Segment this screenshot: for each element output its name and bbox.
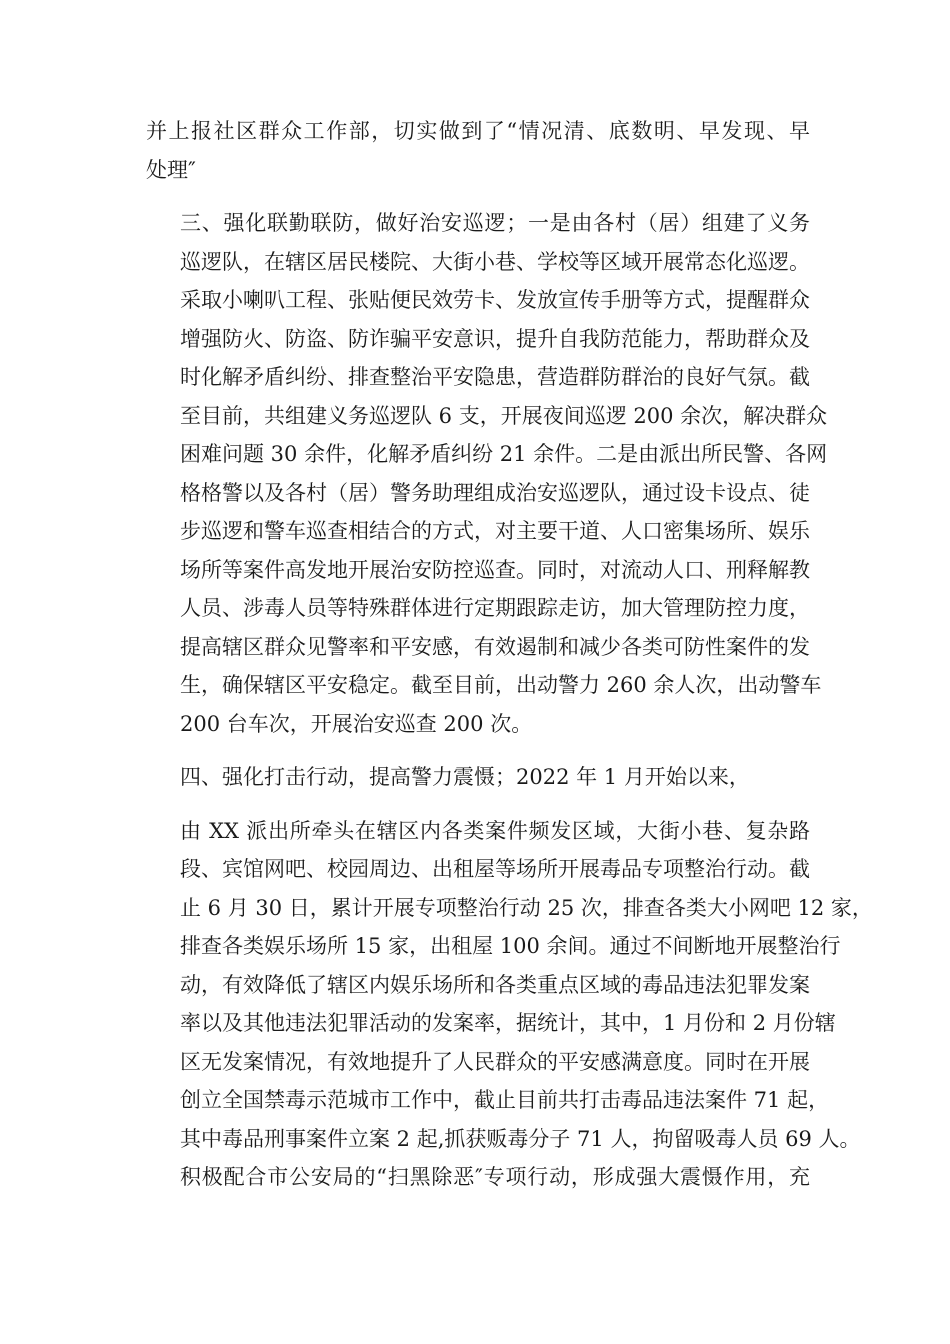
text-line: 提高辖区群众见警率和平安感，有效遏制和减少各类可防性案件的发	[180, 634, 810, 659]
text-line: 止 6 月 30 日，累计开展专项整治行动 25 次，排查各类大小网吧 12 家，	[180, 895, 873, 920]
text-line: 区无发案情况，有效地提升了人民群众的平安感满意度。同时在开展	[180, 1049, 810, 1074]
text-line: 积极配合市公安局的“扫黑除恶″专项行动，形成强大震慑作用，充	[180, 1165, 810, 1189]
text-line: 其中毒品刑事案件立案 2 起,抓获贩毒分子 71 人，拘留吸毒人员 69 人。	[180, 1126, 861, 1151]
text-line: 排查各类娱乐场所 15 家，出租屋 100 余间。通过不间断地开展整治行	[180, 934, 841, 958]
text-line: 并上报社区群众工作部，切实做到了“情况清、底数明、早发现、早	[146, 119, 810, 143]
text-line: 增强防火、防盗、防诈骗平安意识，提升自我防范能力，帮助群众及	[180, 326, 810, 351]
text-line: 困难问题 30 余件，化解矛盾纠纷 21 余件。二是由派出所民警、各网	[180, 442, 828, 466]
text-line: 动，有效降低了辖区内娱乐场所和各类重点区域的毒品违法犯罪发案	[180, 972, 810, 997]
paragraph-1	[146, 112, 810, 189]
paragraph-3	[146, 758, 810, 797]
text-line: 时化解矛盾纠纷、排查整治平安隐患，营造群防群治的良好气氛。截	[180, 365, 810, 389]
paragraph-2	[146, 204, 828, 743]
text-line: 步巡逻和警车巡查相结合的方式，对主要干道、人口密集场所、娱乐	[180, 519, 810, 543]
text-line: 三、强化联勤联防，做好治安巡逻；一是由各村（居）组建了义务	[180, 211, 810, 235]
text-line: 人员、涉毒人员等特殊群体进行定期跟踪走访，加大管理防控力度，	[180, 596, 810, 620]
text-line: 率以及其他违法犯罪活动的发案率，据统计，其中，1 月份和 2 月份辖	[180, 1011, 836, 1035]
text-line: 处理″	[146, 157, 196, 182]
text-line: 生，确保辖区平安稳定。截至目前，出动警力 260 余人次，出动警车	[180, 673, 822, 697]
text-line: 四、强化打击行动，提高警力震慑；2022 年 1 月开始以来，	[180, 765, 750, 789]
document-body	[146, 112, 873, 1197]
paragraph-4	[146, 812, 873, 1197]
text-line: 巡逻队，在辖区居民楼院、大街小巷、学校等区域开展常态化巡逻。	[180, 249, 810, 274]
text-line: 至目前，共组建义务巡逻队 6 支，开展夜间巡逻 200 余次，解决群众	[180, 403, 828, 428]
text-line: 格格警以及各村（居）警务助理组成治安巡逻队，通过设卡设点、徒	[180, 480, 810, 505]
text-line: 场所等案件高发地开展治安防控巡查。同时，对流动人口、刑释解教	[180, 557, 810, 582]
text-line: 由 XX 派出所牵头在辖区内各类案件频发区域，大街小巷、复杂路	[180, 818, 810, 843]
text-line: 采取小喇叭工程、张贴便民效劳卡、发放宣传手册等方式，提醒群众	[180, 288, 810, 312]
text-line: 段、宾馆网吧、校园周边、出租屋等场所开展毒品专项整治行动。截	[180, 857, 810, 881]
text-line: 200 台车次，开展治安巡查 200 次。	[180, 711, 533, 736]
text-line: 创立全国禁毒示范城市工作中，截止目前共打击毒品违法案件 71 起，	[180, 1088, 830, 1112]
